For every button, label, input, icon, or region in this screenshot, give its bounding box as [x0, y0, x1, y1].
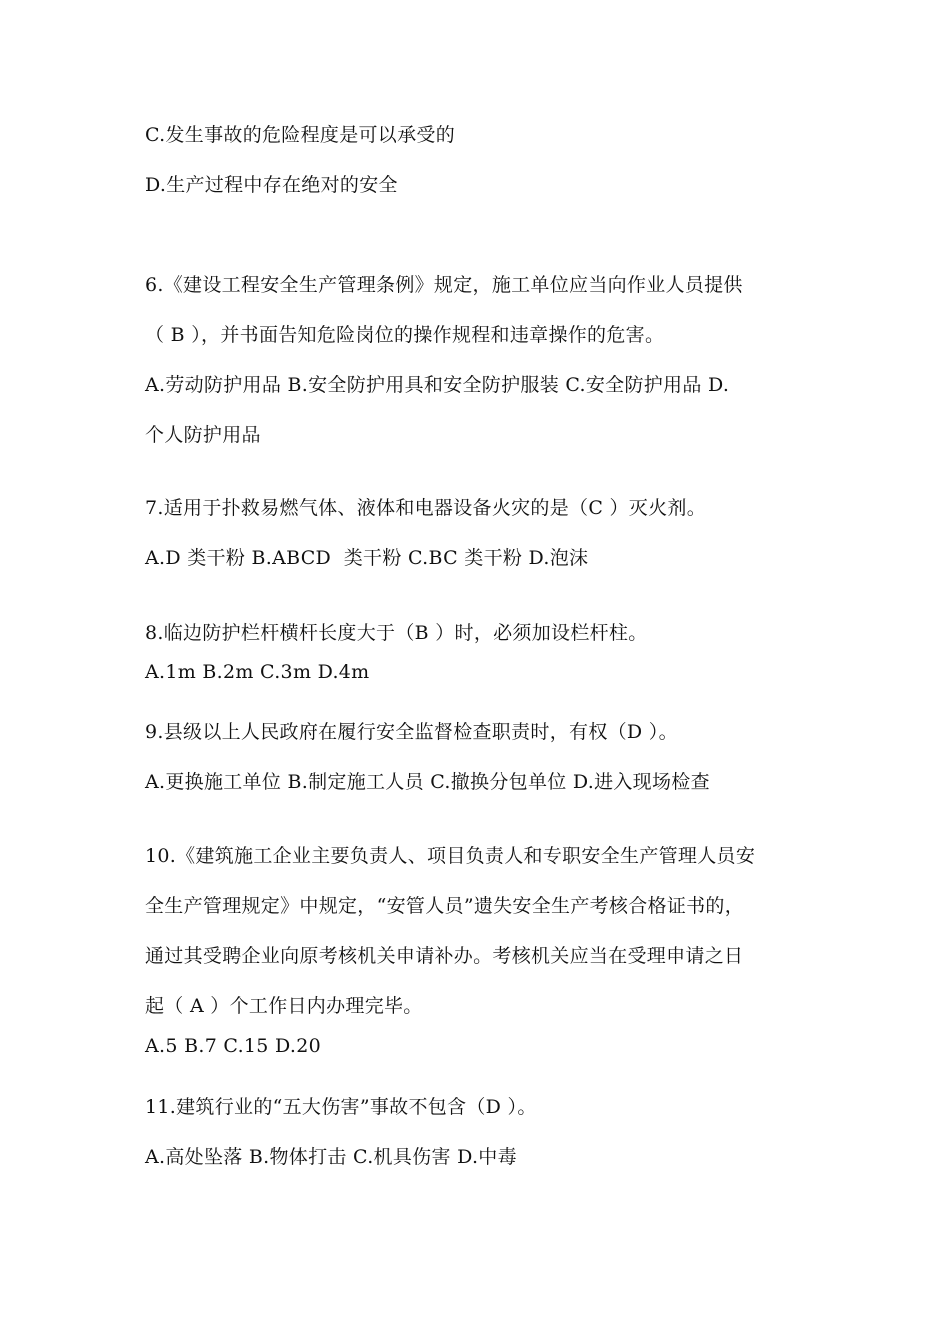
question-text: 7.适用于扑救易燃气体、液体和电器设备火灾的是（C ）灭火剂。 — [145, 497, 707, 519]
question-text: 11.建筑行业的“五大伤害”事故不包含（D ）。 — [145, 1096, 537, 1118]
option-line: A.D 类干粉 B.ABCD 类干粉 C.BC 类干粉 D.泡沫 — [145, 547, 589, 569]
question-text: 8.临边防护栏杆横杆长度大于（B ）时，必须加设栏杆柱。 — [145, 622, 648, 644]
option-line: D.生产过程中存在绝对的安全 — [145, 174, 398, 196]
option-line: A.劳动防护用品 B.安全防护用具和安全防护服装 C.安全防护用品 D. — [145, 374, 730, 396]
option-line: A.5 B.7 C.15 D.20 — [145, 1035, 322, 1057]
question-text: 起（ A ）个工作日内办理完毕。 — [145, 995, 423, 1017]
question-text: 通过其受聘企业向原考核机关申请补办。考核机关应当在受理申请之日 — [145, 945, 744, 967]
question-text: （ B ），并书面告知危险岗位的操作规程和违章操作的危害。 — [145, 324, 665, 346]
option-line: A.更换施工单位 B.制定施工人员 C.撤换分包单位 D.进入现场检查 — [145, 771, 710, 793]
question-text: 9.县级以上人民政府在履行安全监督检查职责时，有权（D ）。 — [145, 721, 678, 743]
option-line: C.发生事故的危险程度是可以承受的 — [145, 124, 456, 146]
option-line: 个人防护用品 — [145, 424, 261, 446]
question-text: 6.《建设工程安全生产管理条例》规定，施工单位应当向作业人员提供 — [145, 274, 743, 296]
question-text: 10.《建筑施工企业主要负责人、项目负责人和专职安全生产管理人员安 — [145, 845, 756, 867]
option-line: A.1m B.2m C.3m D.4m — [145, 661, 370, 683]
option-line: A.高处坠落 B.物体打击 C.机具伤害 D.中毒 — [145, 1146, 517, 1168]
question-text: 全生产管理规定》中规定，“安管人员”遗失安全生产考核合格证书的， — [145, 895, 745, 917]
